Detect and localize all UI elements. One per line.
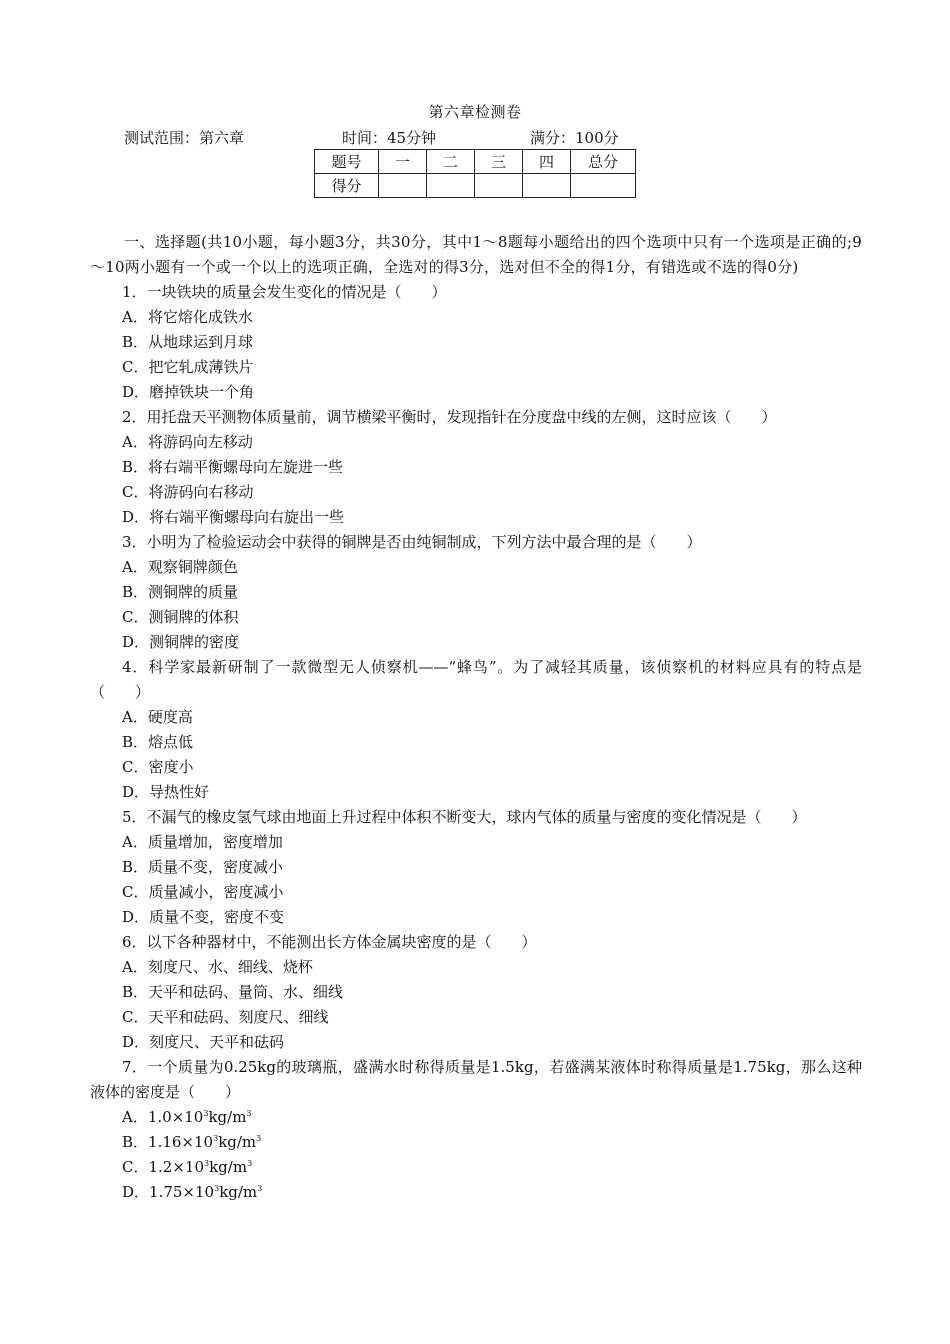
question-stem: 7．一个质量为0.25kg的玻璃瓶，盛满水时称得质量是1.5kg，若盛满某液体时称得质量是1.75kg，那么这种液体的密度是（ ） <box>90 1058 862 1101</box>
option-value: 1.16×10 <box>148 1133 214 1151</box>
option-unit-exponent: 3 <box>256 1134 262 1143</box>
score-input-cell[interactable] <box>475 174 523 198</box>
option-value: 1.0×10 <box>147 1108 204 1126</box>
option <box>90 1130 862 1155</box>
score-table-cell: 得分 <box>315 174 379 198</box>
option-unit: kg/m <box>209 1158 248 1176</box>
option: B．天平和砝码、量筒、水、细线 <box>122 983 344 1001</box>
score-table-cell: 二 <box>427 150 475 174</box>
score-input-cell[interactable] <box>379 174 427 198</box>
score-table-header-row <box>315 150 636 174</box>
option <box>90 1105 862 1130</box>
option <box>90 1155 862 1180</box>
option: A．质量增加，密度增加 <box>122 833 283 851</box>
question-stem: 1．一块铁块的质量会发生变化的情况是（ ） <box>122 283 447 301</box>
score-table-cell: 总分 <box>571 150 636 174</box>
question-stem: 3．小明为了检验运动会中获得的铜牌是否由纯铜制成，下列方法中最合理的是（ ） <box>122 533 702 551</box>
option: A．刻度尺、水、细线、烧杯 <box>122 958 313 976</box>
option: D．导热性好 <box>122 783 210 801</box>
option-exponent: 3 <box>214 1184 220 1193</box>
score-table-cell: 题号 <box>315 150 379 174</box>
option-value: 1.2×10 <box>148 1158 204 1176</box>
option: D．磨掉铁块一个角 <box>122 383 255 401</box>
full-score: 满分：100分 <box>530 129 619 147</box>
score-table-score-row <box>315 174 636 198</box>
option-label: D． <box>122 1183 150 1201</box>
question-stem: 6．以下各种器材中，不能测出长方体金属块密度的是（ ） <box>122 933 537 951</box>
option: D．测铜牌的密度 <box>122 633 240 651</box>
question-stem: 4．科学家最新研制了一款微型无人侦察机——“蜂鸟”。为了减轻其质量，该侦察机的材料应具有的特点是（ ） <box>90 658 862 701</box>
option: A．硬度高 <box>122 708 193 726</box>
option-exponent: 3 <box>213 1134 219 1143</box>
option: C．将游码向右移动 <box>122 483 254 501</box>
option: A．将它熔化成铁水 <box>122 308 253 326</box>
option: A．观察铜牌颜色 <box>122 558 238 576</box>
option: C．测铜牌的体积 <box>122 608 239 626</box>
score-input-cell[interactable] <box>523 174 571 198</box>
option-unit: kg/m <box>218 1133 257 1151</box>
option <box>90 1180 862 1205</box>
option-exponent: 3 <box>203 1109 209 1118</box>
question-stem: 5．不漏气的橡皮氢气球由地面上升过程中体积不断变大，球内气体的质量与密度的变化情况是（ ） <box>122 808 807 826</box>
option: B．测铜牌的质量 <box>122 583 239 601</box>
option-unit-exponent: 3 <box>257 1184 263 1193</box>
option: C．密度小 <box>122 758 194 776</box>
option-label: A． <box>122 1108 148 1126</box>
option-label: C． <box>122 1158 149 1176</box>
option: D．质量不变，密度不变 <box>122 908 285 926</box>
option: C．天平和砝码、刻度尺、细线 <box>122 1008 329 1026</box>
option-exponent: 3 <box>204 1159 210 1168</box>
option: C．把它轧成薄铁片 <box>122 358 254 376</box>
option: D．将右端平衡螺母向右旋出一些 <box>122 508 345 526</box>
option: C．质量减小，密度减小 <box>122 883 284 901</box>
score-input-cell[interactable] <box>427 174 475 198</box>
option: B．将右端平衡螺母向左旋进一些 <box>122 458 344 476</box>
option: B．熔点低 <box>122 733 194 751</box>
exam-body <box>90 230 862 1205</box>
option-unit-exponent: 3 <box>246 1109 252 1118</box>
test-time: 时间：45分钟 <box>342 129 437 147</box>
score-table-cell: 一 <box>379 150 427 174</box>
score-table-cell: 四 <box>523 150 571 174</box>
page-title: 第六章检测卷 <box>428 103 522 121</box>
question-stem: 2．用托盘天平测物体质量前，调节横梁平衡时，发现指针在分度盘中线的左侧，这时应该（ ） <box>122 408 777 426</box>
option-value: 1.75×10 <box>149 1183 215 1201</box>
option: B．从地球运到月球 <box>122 333 254 351</box>
option-unit: kg/m <box>219 1183 258 1201</box>
section-intro: 一、选择题(共10小题，每小题3分，共30分，其中1～8题每小题给出的四个选项中只有一个选项是正确的;9～10两小题有一个或一个以上的选项正确，全选对的得3分，选对但不全的得1分，有错选或不选的得0分) <box>90 233 862 276</box>
score-table <box>314 149 636 198</box>
option-unit-exponent: 3 <box>247 1159 253 1168</box>
option: B．质量不变，密度减小 <box>122 858 284 876</box>
option-unit: kg/m <box>208 1108 247 1126</box>
option: D．刻度尺、天平和砝码 <box>122 1033 285 1051</box>
score-input-cell[interactable] <box>571 174 636 198</box>
test-range: 测试范围：第六章 <box>124 129 245 147</box>
option: A．将游码向左移动 <box>122 433 253 451</box>
option-label: B． <box>122 1133 149 1151</box>
score-table-cell: 三 <box>475 150 523 174</box>
